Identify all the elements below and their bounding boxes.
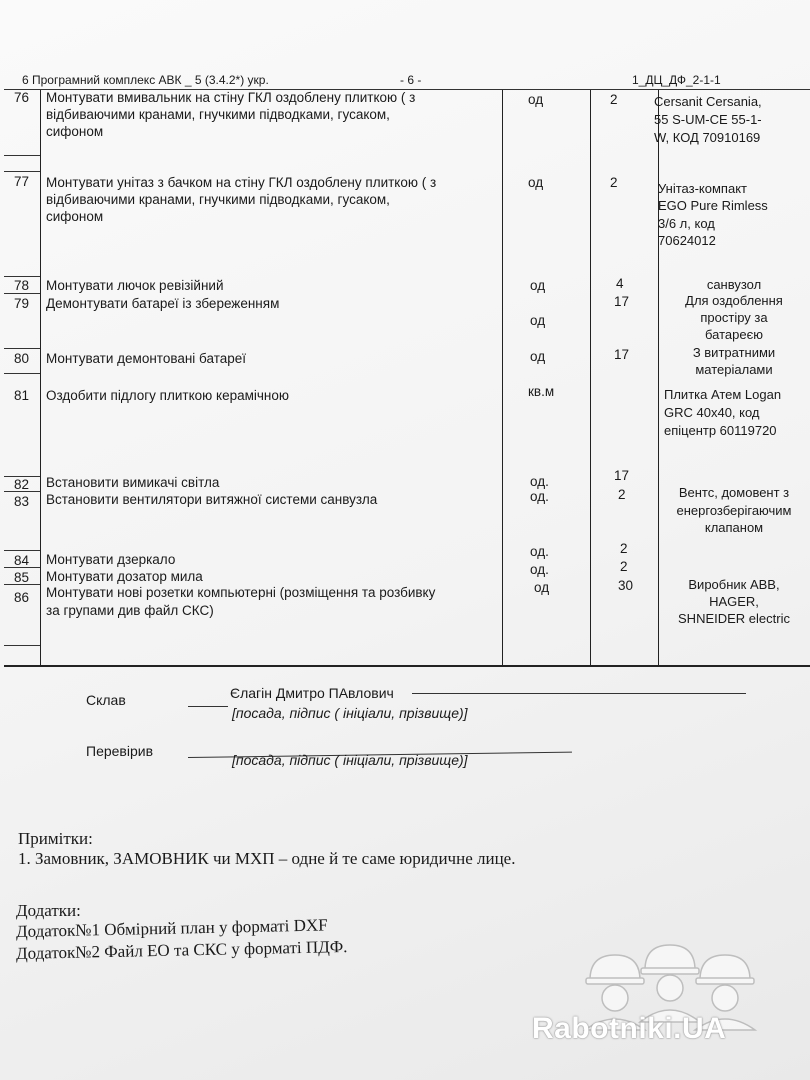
row-81-note-1: Плитка Атем Logan	[664, 387, 782, 402]
row-82-number: 82	[14, 477, 30, 492]
notes-item-1: 1. Замовник, ЗАМОВНИК чи МХП – одне й те саме юридичне лице.	[18, 849, 516, 868]
row-78-unit: од	[530, 278, 546, 293]
header-page-number: - 6 -	[400, 73, 422, 87]
row-76-note-2: 55 S-UM-CE 55-1-	[654, 112, 762, 127]
row-76-line-1: Монтувати вмивальник на стіну ГКЛ оздоблену плиткою ( з	[46, 90, 416, 105]
row-77-number: 77	[14, 174, 30, 189]
checked-by-hint: [посада, підпис ( ініціали, прізвище)]	[232, 752, 468, 768]
works-table	[4, 89, 810, 667]
row-80-note-2: матеріалами	[695, 362, 773, 377]
row-80-note-1: З витратними	[692, 345, 776, 360]
row-81-note-3: епіцентр 60119720	[664, 423, 777, 438]
row-83-number: 83	[14, 494, 30, 509]
row-84-number: 84	[14, 553, 30, 568]
row-81-number: 81	[14, 388, 30, 403]
row-77-note-3: 3/6 л, код	[658, 216, 715, 231]
row-77-line-3: сифоном	[46, 209, 104, 224]
row-77-note-4: 70624012	[658, 233, 716, 248]
row-82-unit: од.	[530, 474, 549, 489]
row-83-unit: од.	[530, 489, 549, 504]
row-77-note-2: EGO Pure Rimless	[658, 198, 768, 213]
header-doc-code: 1_ДЦ_ДФ_2-1-1	[632, 73, 721, 87]
row-76-line-3: сифоном	[46, 124, 104, 139]
row-81-note-2: GRC 40x40, код	[664, 405, 760, 420]
row-77-unit: од	[528, 175, 544, 190]
row-82-qty: 17	[614, 468, 630, 483]
row-76-number: 76	[14, 90, 30, 105]
row-76-unit: од	[528, 92, 544, 107]
row-79-note-2: простіру за	[700, 310, 768, 325]
composed-by-hint: [посада, підпис ( ініціали, прізвище)]	[232, 705, 468, 721]
row-77-line-2: відбиваючими кранами, гнучкими підводками, гусаком,	[46, 192, 390, 207]
row-83-line-1: Встановити вентилятори витяжної системи санвузла	[46, 492, 378, 507]
row-86-note-1: Виробник ABB,	[688, 577, 780, 592]
row-76-note-1: Cersanit Cersania,	[654, 94, 762, 109]
row-77-qty: 2	[610, 175, 618, 190]
checked-by-label: Перевірив	[86, 743, 154, 759]
row-86-unit: од	[534, 580, 550, 595]
appendix-item-1: Додаток№1 Обмірний план у форматі DXF	[15, 915, 328, 941]
row-80-number: 80	[14, 351, 30, 366]
composed-prefix-line	[188, 706, 228, 707]
row-81-line-1: Оздобити підлогу плиткою керамічною	[46, 388, 290, 403]
row-79-qty: 17	[614, 294, 630, 309]
row-78-line-1: Монтувати лючок ревізійний	[46, 278, 224, 293]
row-84-unit: од.	[530, 544, 549, 559]
composed-signature-line	[412, 693, 746, 694]
row-78-qty: 4	[616, 276, 624, 291]
row-76-line-2: відбиваючими кранами, гнучкими підводками, гусаком,	[46, 107, 390, 122]
header-left: 6 Програмний комплекс АВК _ 5 (3.4.2*) укр.	[22, 73, 269, 87]
composed-by-name: Єлагін Дмитро ПАвлович	[230, 685, 394, 701]
row-83-note-2: енергозберігаючим	[676, 503, 792, 518]
row-79-number: 79	[14, 296, 30, 311]
row-86-number: 86	[14, 590, 30, 605]
row-84-qty: 2	[620, 541, 628, 556]
notes-title: Примітки:	[18, 829, 93, 848]
row-78-number: 78	[14, 278, 30, 293]
watermark-text: Rabotniki.UA	[532, 1012, 727, 1045]
row-85-line-1: Монтувати дозатор мила	[46, 569, 203, 584]
row-80-line-1: Монтувати демонтовані батареї	[46, 351, 246, 366]
row-81-unit: кв.м	[528, 384, 555, 399]
row-85-unit: од.	[530, 562, 549, 577]
row-82-line-1: Встановити вимикачі світла	[46, 475, 220, 490]
row-83-qty: 2	[618, 487, 626, 502]
row-83-note-3: клапаном	[704, 520, 764, 535]
appendix-item-2: Додаток№2 Файл ЕО та СКС у форматі ПДФ.	[15, 937, 348, 963]
row-86-line-2: за групами див файл СКС)	[46, 603, 214, 618]
row-77-line-1: Монтувати унітаз з бачком на стіну ГКЛ оздоблену плиткою ( з	[46, 175, 437, 190]
row-86-line-1: Монтувати нові розетки компьютерні (розміщення та розбивку	[46, 585, 436, 600]
row-79-note-3: батареєю	[705, 327, 763, 342]
row-83-note-1: Вентс, домовент з	[678, 485, 790, 500]
row-86-note-2: HAGER,	[709, 594, 759, 609]
row-85-number: 85	[14, 570, 30, 585]
row-76-qty: 2	[610, 92, 618, 107]
appendices-title: Додатки:	[16, 901, 81, 920]
row-84-line-1: Монтувати дзеркало	[46, 552, 176, 567]
row-79-unit: од	[530, 313, 546, 328]
row-80-unit: од	[530, 349, 546, 364]
row-86-qty: 30	[618, 578, 634, 593]
row-79-note-1: Для оздоблення	[685, 293, 783, 308]
row-86-note-3: SHNEIDER electric	[678, 611, 790, 626]
row-78-note-1: санвузол	[706, 277, 762, 292]
row-79-line-1: Демонтувати батареї із збереженням	[46, 296, 280, 311]
row-77-note-1: Унітаз-компакт	[658, 181, 747, 196]
row-80-qty: 17	[614, 347, 630, 362]
page-header	[22, 73, 762, 89]
composed-by-label: Склав	[86, 692, 126, 708]
row-85-qty: 2	[620, 559, 628, 574]
row-76-note-3: W, КОД 70910169	[654, 130, 761, 145]
